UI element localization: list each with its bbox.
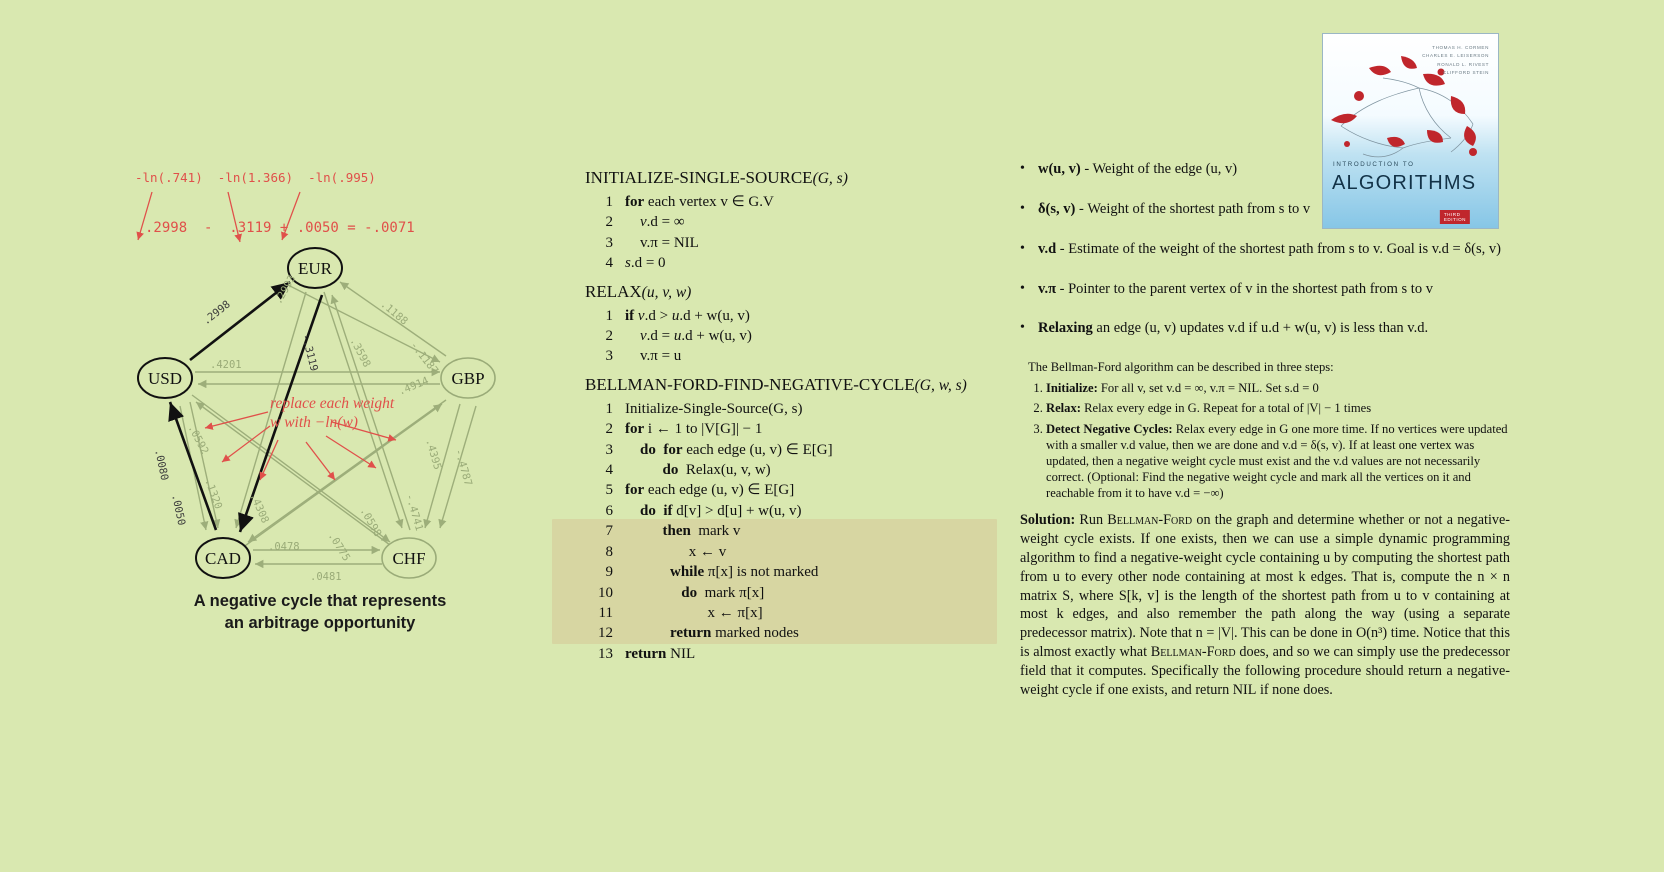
book-cover-image bbox=[1322, 33, 1499, 229]
code-line bbox=[585, 460, 985, 480]
svg-text:GBP: GBP bbox=[451, 369, 485, 388]
code-line-text: do mark π[x] bbox=[681, 584, 765, 601]
code-line-text: return NIL bbox=[625, 645, 696, 662]
edge-weight-label: .0598 bbox=[357, 505, 384, 539]
code-line-number: 7 bbox=[605, 523, 613, 540]
definition-text: - Pointer to the parent vertex of v in the shortest path from s to v bbox=[1056, 280, 1433, 297]
procedure-title: RELAX(u, v, w) bbox=[585, 281, 692, 301]
code-line-number: 1 bbox=[605, 307, 613, 324]
code-line-text: for each edge (u, v) ∈ E[G] bbox=[625, 482, 795, 499]
three-steps-section bbox=[1020, 359, 1510, 501]
code-line bbox=[585, 501, 985, 521]
definition-term: v.π bbox=[1038, 280, 1057, 297]
code-line-text: s.d = 0 bbox=[625, 255, 666, 272]
code-line-text: Initialize-Single-Source(G, s) bbox=[625, 400, 803, 417]
code-line bbox=[585, 399, 985, 419]
code-line-number: 2 bbox=[605, 421, 613, 438]
code-line-text: if v.d > u.d + w(u, v) bbox=[625, 307, 750, 324]
edge-weight-label: .0481 bbox=[310, 571, 342, 583]
code-line-number: 9 bbox=[605, 564, 613, 581]
code-line bbox=[585, 542, 985, 562]
edge-weight-label: .0478 bbox=[268, 541, 300, 553]
edge-weight-label: .0775 bbox=[325, 530, 353, 564]
ln-annotation-row: -ln(.741) -ln(1.366) -ln(.995) bbox=[135, 170, 376, 185]
code-line bbox=[585, 521, 985, 541]
definition-term: w(u, v) bbox=[1038, 161, 1081, 177]
definition-text: - Weight of the shortest path from s to v bbox=[1075, 200, 1311, 217]
definition-bullet bbox=[1020, 280, 1510, 299]
definition-term: Relaxing bbox=[1038, 320, 1093, 337]
book-author-line: RONALD L. RIVEST bbox=[1437, 61, 1489, 67]
procedure-body bbox=[585, 192, 985, 274]
code-line bbox=[585, 562, 985, 582]
step-text: Relax every edge in G one more time. If no vertices were updated with a smaller v.d value, then we are done and v.d = δ(s, v). If at least one vertex was updated, then a negative weight cycle must exist and the v.d values are not necessarily correct. (Optional: Find the negative weight cycle and mark all the vertices on it and reachable from it to have v.d = −∞) bbox=[1046, 421, 1508, 500]
figure-caption bbox=[110, 590, 530, 635]
code-line-number: 2 bbox=[605, 214, 613, 231]
edge-weight-label: -.1187 bbox=[407, 339, 441, 377]
book-author-line: THOMAS H. CORMEN bbox=[1432, 45, 1489, 50]
code-line-number: 2 bbox=[605, 328, 613, 345]
code-line-text: v.π = NIL bbox=[625, 234, 699, 251]
edge-weight-label: .4395 bbox=[423, 437, 444, 472]
definition-text: - Weight of the edge (u, v) bbox=[1080, 161, 1238, 177]
edge-weight-label: .1188 bbox=[378, 298, 410, 328]
code-line bbox=[585, 326, 985, 346]
edge-weight-label: .1320 bbox=[202, 476, 225, 511]
definition-term: v.d bbox=[1038, 240, 1057, 257]
algorithm-step bbox=[1046, 421, 1510, 502]
code-line-number: 1 bbox=[605, 194, 613, 210]
procedure-title: BELLMAN-FORD-FIND-NEGATIVE-CYCLE(G, w, s) bbox=[585, 374, 967, 394]
code-line-number: 3 bbox=[605, 441, 613, 458]
edge-weight-label: .3598 bbox=[347, 335, 373, 370]
edge-weight-label: .4201 bbox=[210, 359, 242, 371]
code-line-text: x ← π[x] bbox=[625, 604, 763, 621]
algorithm-step bbox=[1046, 400, 1510, 416]
edge-weight-label: -.4741 bbox=[403, 492, 426, 533]
step-label: Relax: bbox=[1046, 401, 1081, 416]
figure-caption-line2: an arbitrage opportunity bbox=[224, 614, 416, 633]
edge-weight-label: .2993 bbox=[272, 273, 299, 307]
notes-panel bbox=[1020, 160, 1510, 700]
step-text: Relax every edge in G. Repeat for a total of |V| − 1 times bbox=[1080, 401, 1372, 416]
figure-caption-line1: A negative cycle that represents bbox=[193, 592, 447, 610]
code-line-text: do for each edge (u, v) ∈ E[G] bbox=[640, 441, 833, 458]
code-line bbox=[585, 623, 985, 643]
code-line bbox=[585, 306, 985, 326]
procedure-body bbox=[585, 399, 985, 664]
code-line-number: 3 bbox=[605, 234, 613, 251]
code-line bbox=[585, 192, 985, 212]
code-line-number: 13 bbox=[598, 645, 613, 662]
code-line-number: 8 bbox=[605, 543, 613, 560]
edge-weight-label: .4914 bbox=[396, 374, 431, 398]
code-line bbox=[585, 583, 985, 603]
code-line-text: return marked nodes bbox=[670, 625, 799, 642]
book-intro-text: INTRODUCTION TO bbox=[1333, 161, 1415, 168]
code-line-text: for i ← 1 to |V[G]| − 1 bbox=[625, 421, 763, 438]
definition-bullet bbox=[1020, 319, 1510, 338]
code-line-number: 4 bbox=[605, 462, 613, 479]
code-line bbox=[585, 233, 985, 253]
algorithm-step bbox=[1046, 380, 1510, 396]
replace-weight-note: replace each weight w with −ln(w) bbox=[270, 395, 395, 432]
code-line-text: for each vertex v ∈ G.V bbox=[625, 194, 774, 210]
code-line-text: v.d = u.d + w(u, v) bbox=[640, 328, 752, 345]
book-authors bbox=[1422, 44, 1489, 78]
book-title: ALGORITHMS bbox=[1332, 172, 1477, 194]
svg-text:USD: USD bbox=[147, 369, 183, 388]
code-line bbox=[585, 253, 985, 273]
code-line bbox=[585, 212, 985, 232]
code-line-text: while π[x] is not marked bbox=[670, 564, 819, 581]
code-line bbox=[585, 480, 985, 500]
sum-annotation-row: .2998 - .3119 + .0050 = -.0071 bbox=[145, 220, 415, 236]
svg-text:CAD: CAD bbox=[205, 549, 241, 568]
procedure-body bbox=[585, 306, 985, 367]
code-line bbox=[585, 440, 985, 460]
three-steps-lead: The Bellman-Ford algorithm can be described in three steps: bbox=[1028, 360, 1334, 375]
code-line-number: 10 bbox=[598, 584, 613, 601]
edge-weight-label: .2998 bbox=[200, 298, 233, 328]
definition-term: δ(s, v) bbox=[1038, 200, 1076, 217]
solution-body: Run Bellman-Ford on the graph and determine whether or not a negative-weight cycle exists. If one exists, then we can use a simple dynamic programming algorithm to find a negative-weight cycle containing u by computing the shortest path from u to every other node containing at most k edges. That is, compute the n × n matrix S, where S[k, v] is the length of the shortest path from u to v containing at most k edges, and also remember the path along the way (using a separate predecessor matrix). Note that n = |V|. This can be done in O(n³) time. Notice that this is almost exactly what Bellman-Ford does, and so we can simply use the predecessor field that it computes. Specifically the following procedure should return a negative-weight cycle if one exists, and return NIL if none does. bbox=[1020, 512, 1511, 698]
step-label: Initialize: bbox=[1046, 381, 1098, 396]
solution-paragraph bbox=[1020, 511, 1510, 700]
code-line-number: 4 bbox=[605, 255, 613, 272]
code-line-text: then mark v bbox=[662, 523, 741, 540]
code-line-number: 5 bbox=[605, 482, 613, 499]
code-line-text: v.d = ∞ bbox=[640, 214, 685, 231]
code-line bbox=[585, 346, 985, 366]
code-line-text: x ← v bbox=[625, 543, 727, 560]
currency-graph-figure bbox=[110, 150, 530, 690]
definition-text: - Estimate of the weight of the shortest path from s to v. Goal is v.d = δ(s, v) bbox=[1056, 240, 1501, 257]
definition-bullet bbox=[1020, 240, 1510, 259]
code-line bbox=[585, 419, 985, 439]
book-author-line: CHARLES E. LEISERSON bbox=[1422, 53, 1489, 59]
code-line bbox=[585, 644, 985, 664]
graph-svg bbox=[110, 150, 530, 620]
book-author-line: CLIFFORD STEIN bbox=[1442, 70, 1489, 76]
step-label: Detect Negative Cycles: bbox=[1046, 421, 1173, 436]
code-line-number: 1 bbox=[605, 400, 613, 417]
code-line-number: 11 bbox=[598, 604, 613, 621]
book-edition-badge: THIRD EDITION bbox=[1440, 210, 1470, 224]
code-line-number: 12 bbox=[598, 625, 613, 642]
edge-weight-label: .0050 bbox=[169, 493, 188, 527]
code-line-number: 3 bbox=[605, 348, 613, 365]
algorithm-steps-list bbox=[1020, 380, 1510, 501]
edge-weight-label: -.3119 bbox=[299, 332, 320, 373]
pseudocode-panel bbox=[585, 168, 985, 666]
definition-text: an edge (u, v) updates v.d if u.d + w(u, v) is less than v.d. bbox=[1092, 320, 1429, 337]
edge-weight-label: .0080 bbox=[152, 448, 171, 482]
code-line-text: v.π = u bbox=[625, 348, 682, 365]
svg-text:CHF: CHF bbox=[392, 549, 426, 568]
code-line-text: do Relax(u, v, w) bbox=[662, 462, 771, 479]
code-line-text: do if d[v] > d[u] + w(u, v) bbox=[640, 502, 802, 519]
solution-label: Solution: bbox=[1020, 512, 1076, 529]
code-line bbox=[585, 603, 985, 623]
step-text: For all v, set v.d = ∞, v.π = NIL. Set s.d = 0 bbox=[1097, 381, 1319, 396]
edge-weight-label: .4308 bbox=[247, 491, 272, 526]
svg-text:EUR: EUR bbox=[298, 259, 332, 278]
edge-weight-label: -.4787 bbox=[452, 447, 475, 488]
code-line-number: 6 bbox=[605, 502, 613, 519]
procedure-title: INITIALIZE-SINGLE-SOURCE(G, s) bbox=[585, 168, 848, 187]
edge-weight-label: .0592 bbox=[185, 422, 211, 457]
